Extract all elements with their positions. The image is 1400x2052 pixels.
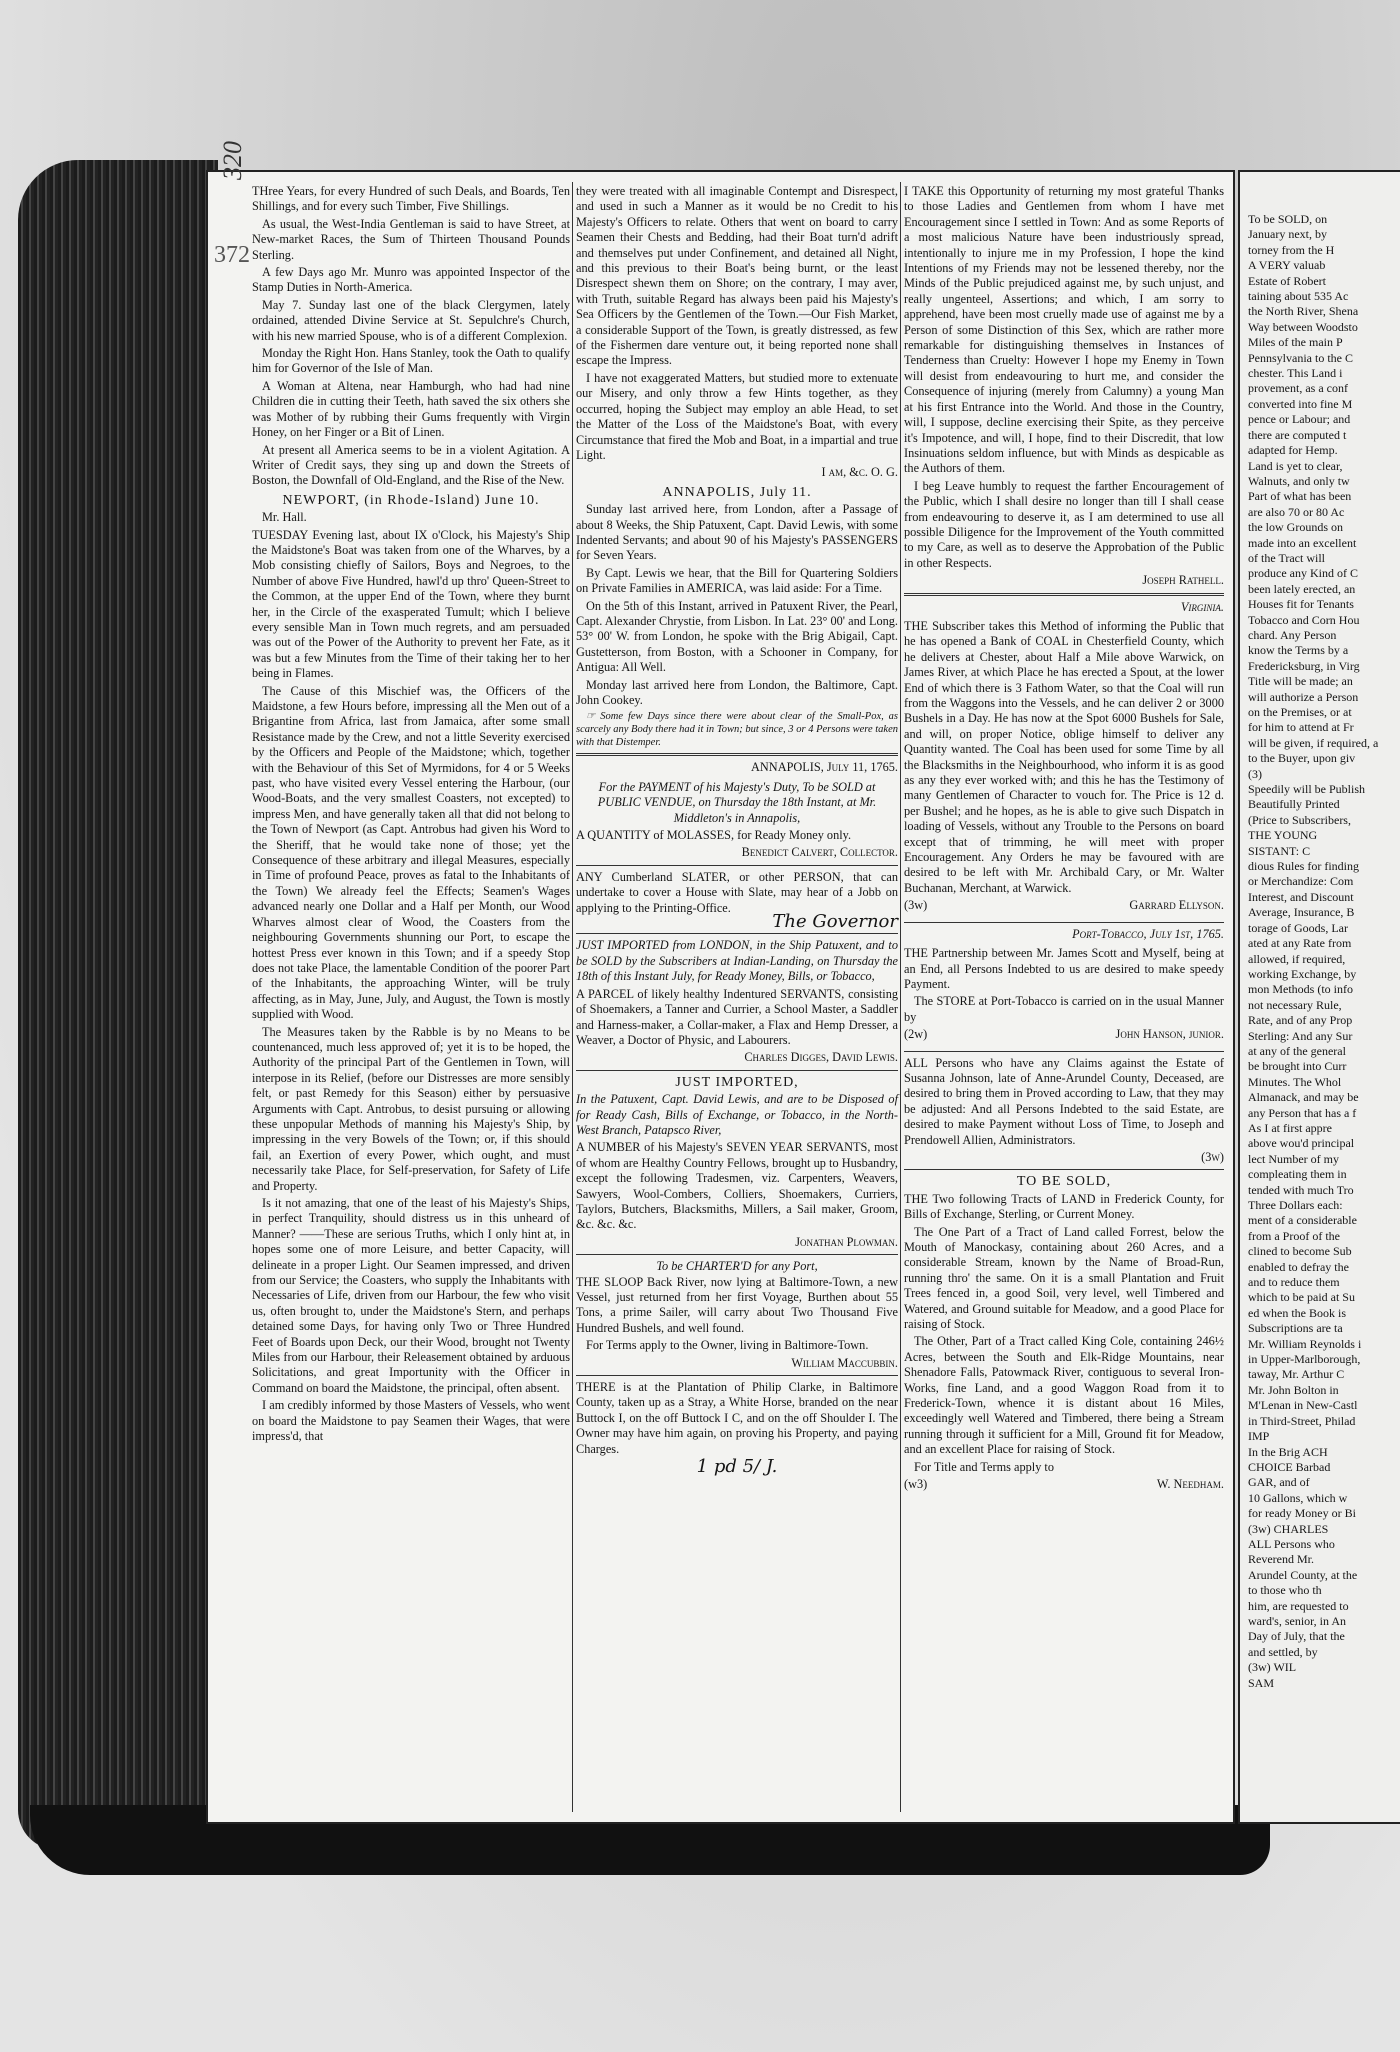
news-paragraph: At present all America seems to be in a violent Agitation. A Writer of Credit says, they sing up and down the Streets of Boston, the Downfall of Old-England, and the Rise of the New. xyxy=(252,442,570,488)
ad-mark: (3w) xyxy=(904,898,928,913)
cropped-line: Miles of the main P xyxy=(1248,335,1343,350)
news-paragraph: A Woman at Altena, near Hamburgh, who had had nine Children die in cutting their Teeth, hath saved the six others she was Mother of by rubbing their Gums frequently with Virgin Honey, on her Finger or a Bit of Linen. xyxy=(252,378,570,440)
news-paragraph: Monday the Right Hon. Hans Stanley, took the Oath to qualify him for Governor of the Isle of Man. xyxy=(252,346,570,376)
cropped-line: Mr. William Reynolds i xyxy=(1248,1336,1362,1351)
news-paragraph: Monday last arrived here from London, the Baltimore, Capt. John Cookey. xyxy=(576,677,898,707)
cropped-line: there are computed t xyxy=(1248,427,1347,442)
cropped-line: compleating them in xyxy=(1248,1167,1347,1182)
cropped-line: To be SOLD, on xyxy=(1248,212,1328,226)
news-paragraph: On the 5th of this Instant, arrived in Patuxent River, the Pearl, Capt. Alexander Chrystie, from Lisbon. In Lat. 23° 00' and Long. 53° 00' W. from London, he spoke with the Brig Abigail, Capt. Gustetterson, from Boston, with a Schooner in Company, for Antigua: All Well. xyxy=(576,598,898,675)
ad-intro: For the PAYMENT of his Majesty's Duty, To be SOLD at PUBLIC VENDUE, on Thursday the 18th Instant, at Mr. Middleton's in Annapolis, xyxy=(597,779,877,825)
ad-signature: Charles Digges, David Lewis. xyxy=(744,1050,898,1065)
cropped-line: and to reduce them xyxy=(1248,1275,1340,1290)
cropped-line: Sterling: And any Sur xyxy=(1248,1028,1353,1043)
divider xyxy=(904,1051,1224,1052)
news-paragraph: As usual, the West-India Gentleman is said to have Street, at New-market Races, the Sum of Thirteen Thousand Pounds Sterling. xyxy=(252,216,570,262)
news-paragraph: Sunday last arrived here, from London, after a Passage of about 8 Weeks, the Ship Patuxent, Capt. David Lewis, with some Indented Servants; and about 90 of his Majesty's PASSENGERS for Seven Years. xyxy=(576,502,898,563)
cropped-line: Way between Woodsto xyxy=(1248,319,1358,334)
news-paragraph: May 7. Sunday last one of the black Clergymen, lately ordained, attended Divine Service at St. Sepulchre's Church, with his new married Spouse, who is of a different Complexion. xyxy=(252,297,570,343)
cropped-line: chard. Any Person xyxy=(1248,627,1337,642)
ad-claims: ALL Persons who have any Claims against the Estate of Susanna Johnson, late of Anne-Arundel County, Deceased, are desired to bring them in Proved according to Law, that they may be adjusted: And all Persons Indebted to the said Estate, are desired to make Payment without Loss of Time, to Joseph and Prendowell Allien, Administrators. xyxy=(904,1055,1224,1147)
cropped-line: mon Methods (to info xyxy=(1248,982,1353,997)
ad-signature: Joseph Rathell. xyxy=(1142,573,1224,588)
news-paragraph: I am credibly informed by those Masters of Vessels, who went on board the Maidstone to pay Seamen their Wages, that were impress'd, that xyxy=(252,1398,570,1444)
ad-signature: Garrard Ellyson. xyxy=(1129,898,1224,913)
cropped-line: THE YOUNG xyxy=(1248,828,1318,843)
cropped-line: on the Premises, or at xyxy=(1248,705,1352,719)
dateline-annapolis: ANNAPOLIS, July 11. xyxy=(662,484,812,500)
ad-land-terms: For Title and Terms apply to xyxy=(914,1459,1054,1474)
cropped-line: will authorize a Person xyxy=(1248,689,1359,704)
cropped-line: know the Terms by a xyxy=(1248,643,1349,658)
ad-signature: William Maccubbin. xyxy=(791,1355,898,1370)
cropped-line: to those who th xyxy=(1248,1583,1322,1598)
cropped-line: Estate of Robert xyxy=(1248,273,1326,288)
book-page-edges xyxy=(18,160,218,1850)
ad-date: ANNAPOLIS, July 11, 1765. xyxy=(751,760,898,775)
column-2 xyxy=(576,184,898,1478)
cropped-line: enabled to defray the xyxy=(1248,1259,1349,1274)
ad-signature: Benedict Calvert, Collector. xyxy=(741,845,898,860)
ad-partnership: THE Partnership between Mr. James Scott and Myself, being at an End, all Persons Indebted to us are desired to make speedy Payment. xyxy=(904,946,1224,991)
cropped-line: (3w) CHARLES xyxy=(1248,1521,1329,1536)
ad-heading: JUST IMPORTED from LONDON, in the Ship Patuxent, and to be SOLD by the Subscribers at Indian-Landing, on Thursday the 18th of this Instant July, for Ready Money, Bills, or Tobacco, xyxy=(576,938,898,984)
cropped-line: 10 Gallons, which w xyxy=(1248,1490,1348,1505)
ad-dateline: Virginia. xyxy=(1180,599,1224,614)
news-paragraph: The Measures taken by the Rabble is by no Means to be countenanced, much less approved of; yet it is to be hoped, the Authority of the principal Part of the Gentlemen in Town, will interpose in its Relief, (before our Distresses are more sensibly felt, or past Remedy for this Season) either by persuasive Arguments with Capt. Antrobus, to desist pursuing or allowing these unpopular Methods of manning his Majesty's Ship, by impressing in the very Bowels of the Town; or, if this should fail, an Exertion of every Power, which ought, and must necessarily take Place, for Self-preservation, for Safety of Life and Property. xyxy=(252,1024,570,1193)
divider xyxy=(904,922,1224,923)
cropped-line: allowed, if required, xyxy=(1248,951,1346,966)
page-number-handwritten: 320 xyxy=(218,141,247,180)
cropped-line: chester. This Land i xyxy=(1248,366,1343,381)
news-paragraph: I beg Leave humbly to request the farther Encouragement of the Public, which I shall desire no longer than till I shall cease from endeavouring to deserve it, as I am determined to use all possible Diligence for the Improvement of the Youth committed to my Care, as well as to deserve the Approbation of the Public in other Respects. xyxy=(904,478,1224,570)
page-number: 372 xyxy=(214,242,250,268)
ad-intro: In the Patuxent, Capt. David Lewis, and are to be Disposed of for Ready Cash, Bills of Exchange, or Tobacco, in the North-West Branch, Patapsco River, xyxy=(576,1092,898,1137)
cropped-line: dious Rules for finding xyxy=(1248,859,1359,874)
news-paragraph: I have not exaggerated Matters, but studied more to extenuate our Misery, and only throw a few Hints together, as they occurred, hoping the Subject may employ an able Head, to set the Matter of the Loss of the Maidstone's Boat, with every Circumstance that fired the Mob and Boat, in a impartial and true Light. xyxy=(576,370,898,462)
cropped-line: Day of July, that the xyxy=(1248,1629,1345,1644)
ad-dateline: Port-Tobacco, July 1st, 1765. xyxy=(1072,926,1224,941)
handwritten-note: The Governor xyxy=(772,911,898,933)
ad-mark: (2w) xyxy=(904,1027,928,1042)
cropped-line: or Merchandize: Com xyxy=(1248,874,1354,889)
ad-store: The STORE at Port-Tobacco is carried on in the usual Manner by xyxy=(904,994,1224,1024)
cropped-line: M'Lenan in New-Castl xyxy=(1248,1398,1358,1413)
cropped-line: ward's, senior, in An xyxy=(1248,1613,1347,1628)
cropped-line: adapted for Hemp. xyxy=(1248,443,1338,458)
cropped-line: working Exchange, by xyxy=(1248,966,1357,981)
cropped-line: the North River, Shena xyxy=(1248,304,1359,319)
cropped-line: Houses fit for Tenants xyxy=(1248,597,1354,612)
cropped-line: (3) xyxy=(1248,766,1262,781)
divider xyxy=(576,1254,898,1255)
cropped-line: IMP xyxy=(1248,1429,1270,1444)
cropped-line: of the Tract will xyxy=(1248,550,1325,565)
ad-sloop-terms: For Terms apply to the Owner, living in Baltimore-Town. xyxy=(586,1338,869,1353)
cropped-line: not necessary Rule, xyxy=(1248,997,1342,1012)
cropped-line: from a Proof of the xyxy=(1248,1228,1340,1243)
column-4-cropped xyxy=(1248,212,1398,1691)
cropped-line: tended with much Tro xyxy=(1248,1182,1354,1197)
ad-sloop: THE SLOOP Back River, now lying at Baltimore-Town, a new Vessel, just returned from her first Voyage, Burthen about 55 Tons, a prime Sailer, will carry about Two Thousand Five Hundred Bushels, and well found. xyxy=(576,1274,898,1335)
ad-mark: (w3) xyxy=(904,1477,928,1492)
divider xyxy=(576,1070,898,1071)
cropped-line: produce any Kind of C xyxy=(1248,566,1358,581)
news-paragraph: TUESDAY Evening last, about IX o'Clock, his Majesty's Ship the Maidstone's Boat was taken from one of the Wharves, by a Mob consisting chiefly of Sailors, Boys and Negroes, to the Number of above Five Hundred, hawl'd up thro' Queen-Street to the Common, at the upper End of the Town, where they burnt her, in the Circle of the exasperated Tumult; which I believe every sensible Man in Town much regrets, and am persuaded was out of the Power of the Authority to prevent her Fate, as it was but a few Minutes from the Time of their taking her to her being in Flames. xyxy=(252,527,570,681)
cropped-line: CHOICE Barbad xyxy=(1248,1459,1331,1474)
cropped-line: be brought into Curr xyxy=(1248,1059,1347,1074)
cropped-line: Almanack, and may be xyxy=(1248,1090,1359,1105)
cropped-line: Rate, and of any Prop xyxy=(1248,1013,1353,1028)
cropped-line: to the Buyer, upon giv xyxy=(1248,751,1356,766)
ad-signature: Jonathan Plowman. xyxy=(795,1234,898,1249)
cropped-line: ated at any Rate from xyxy=(1248,936,1352,951)
cropped-line: January next, by xyxy=(1248,227,1327,242)
divider xyxy=(904,593,1224,596)
cropped-line: ALL Persons who xyxy=(1248,1536,1335,1551)
letter-signature: I am, &c. O. G. xyxy=(821,465,898,480)
cropped-line: been lately erected, an xyxy=(1248,581,1356,596)
cropped-line: Reverend Mr. xyxy=(1248,1552,1314,1567)
cropped-line: converted into fine M xyxy=(1248,396,1353,411)
dateline-newport: NEWPORT, (in Rhode-Island) June 10. xyxy=(282,492,540,508)
cropped-line: Subscriptions are ta xyxy=(1248,1321,1343,1336)
divider xyxy=(904,1169,1224,1170)
cropped-line: above wou'd principal xyxy=(1248,1136,1355,1151)
cropped-line: provement, as a conf xyxy=(1248,381,1348,396)
ad-molasses: A QUANTITY of MOLASSES, for Ready Money only. xyxy=(576,828,852,843)
handwritten-note: 1 pd 5/ J. xyxy=(696,1456,778,1478)
ad-heading: TO BE SOLD, xyxy=(1016,1174,1112,1190)
newspaper-page xyxy=(208,141,1233,1822)
cropped-line: taway, Mr. Arthur C xyxy=(1248,1367,1345,1382)
column-3 xyxy=(904,184,1224,1497)
divider xyxy=(576,865,898,866)
divider xyxy=(576,753,898,756)
cropped-line: Speedily will be Publish xyxy=(1248,782,1365,797)
ad-heading: JUST IMPORTED, xyxy=(675,1074,799,1090)
cropped-line: Minutes. The Whol xyxy=(1248,1074,1342,1089)
cropped-line: Three Dollars each: xyxy=(1248,1198,1343,1212)
cropped-line: SISTANT: C xyxy=(1248,843,1311,858)
ad-heading: To be CHARTER'D for any Port, xyxy=(656,1259,818,1274)
ad-land-tract: The Other, Part of a Tract called King Cole, containing 246½ Acres, between the South and Elk-Ridge Mountains, near Shenadore Falls, Patowmack River, contiguous to several Iron-Works, fine Land, and a good Waggon Road from it to Frederick-Town, whence it is distant about 16 Miles, exceedingly well Watered and Timbered, there being a Stream running through it sufficient for a Mill, Ground fit for Meadow, and an excellent Place for raising of Stock. xyxy=(904,1334,1224,1457)
cropped-line: Pennsylvania to the C xyxy=(1248,350,1353,365)
ad-signature: John Hanson, junior. xyxy=(1115,1027,1224,1042)
cropped-line: Arundel County, at the xyxy=(1248,1567,1358,1582)
cropped-line: Beautifully Printed xyxy=(1248,797,1340,812)
cropped-line: in Third-Street, Philad xyxy=(1248,1413,1356,1428)
ad-servants: A PARCEL of likely healthy Indentured SERVANTS, consisting of Shoemakers, a Tanner and Currier, a School Master, a Saddler and Harness-maker, a Collar-maker, a Flax and Hemp Dresser, a Weaver, a Doctor of Physic, and Labourers. xyxy=(576,986,898,1047)
cropped-line: will be given, if required, a xyxy=(1248,735,1379,750)
column-1 xyxy=(252,184,570,1447)
cropped-line: and settled, by xyxy=(1248,1644,1318,1659)
cropped-line: are also 70 or 80 Ac xyxy=(1248,504,1345,519)
ad-mark: (3w) xyxy=(1201,1149,1224,1164)
ad-slater: ANY Cumberland SLATER, or other PERSON, that can undertake to cover a House with Slate, may hear of a Jobb on applying to the Printing-Office. xyxy=(576,869,898,915)
ad-coal: THE Subscriber takes this Method of informing the Public that he has opened a Bank of COAL in Chesterfield County, which he delivers at Chester, about Half a Mile above Warwick, on James River, at which Place he has erected a Spout, at the lower End of which there is 3 Fathom Water, so that the Coal will run from the Waggons into the Vessels, and he can deliver 2 or 3000 Bushels in a Day. He has now at the Spot 6000 Bushels for Sale, and will, on proper Notice, oblige himself to deliver any Quantity wanted. The Coal has been used for some Time by all the Blacksmiths in the Neighbourhood, who inform it is as good as any they ever worked with; and this he has the Testimony of many Gentlemen of Character to vouch for. The Price is 12 d. per Bushel; and he hopes, as he is able to give such Dispatch in loading of Vessels, without any Trouble to the Persons on board except that of trimming, he will meet with proper Encouragement. Any Orders he may be favoured with are desired to be left with Mr. Archibald Cary, or Mr. Walter Buchanan, Merchant, at Warwick. xyxy=(904,618,1224,895)
cropped-line: which to be paid at Su xyxy=(1248,1290,1355,1305)
cropped-line: (3w) WIL xyxy=(1248,1660,1297,1675)
ad-signature: W. Needham. xyxy=(1156,1477,1224,1492)
news-paragraph: they were treated with all imaginable Contempt and Disrespect, and used in such a Manner as it would be no Credit to his Majesty's Officers to relate. Others that went on board to carry Seamen their Chests and Bedding, had their Boat turn'd adrift and themselves put under Confinement, and detained all Night, and this previous to their Boat's being burnt, or the least Disrespect shewn them on Shore; on the contrary, I may aver, with Truth, suitable Regard has always been paid his Majesty's Sea Officers by the Gentlemen of the Town.—Our Fish Market, a considerable Support of the Town, is greatly distressed, as few of the Fishermen dare venture out, it being reported none shall escape the Impress. xyxy=(576,184,898,368)
cropped-line: the low Grounds on xyxy=(1248,520,1343,535)
cropped-line: As I at first appre xyxy=(1248,1120,1332,1135)
cropped-line: clined to become Sub xyxy=(1248,1244,1352,1259)
cropped-line: Tobacco and Corn Hou xyxy=(1248,612,1360,627)
news-note: ☞ Some few Days since there were about clear of the Small-Pox, as scarcely any Body there had it in Town; but since, 3 or 4 Persons were taken with that Distemper. xyxy=(576,711,898,749)
cropped-line: torage of Goods, Lar xyxy=(1248,920,1348,935)
cropped-line: torney from the H xyxy=(1248,242,1335,257)
ad-land-tract: The One Part of a Tract of Land called Forrest, below the Mouth of Manockasy, containing about 260 Acres, and a considerable Stream, known by the Name of Broad-Run, running thro' the same. On it is a small Plantation and Fruit Trees fenced in, a good Soil, very level, well Timbered and Watered, and Ground suitable for Meadow, and a good Place for raising of Stock. xyxy=(904,1224,1224,1332)
cropped-line: A VERY valuab xyxy=(1248,258,1326,273)
cropped-line: Interest, and Discount xyxy=(1248,889,1354,904)
cropped-line: Fredericksburg, in Virg xyxy=(1248,658,1360,673)
divider xyxy=(576,1375,898,1376)
news-paragraph: Is it not amazing, that one of the least of his Majesty's Ships, in perfect Tranquility, should distress us in this unheard of Manner? ——These are serious Truths, which I only hint at, in hopes some one of more Leisure, and better Capacity, will delineate in a proper Light. Our Seamen impressed, and driven from our Service; the Coasters, who supply the Inhabitants with Necessaries of Life, driven from our Harbour, the few who visit us, often brought to, under the Maidstone's Stern, and perhaps detained some Days, for having only Two or Three Hundred Feet of Boards upon Deck, our their Wood, brought not Twenty Miles from our Harbour, their Releasement obtained by arduous Solicitations, and great Importunity with the Officer in Command on board the Maidstone, the principal, often absent. xyxy=(252,1196,570,1395)
cropped-line: any Person that has a f xyxy=(1248,1105,1357,1120)
cropped-line: lect Number of my xyxy=(1248,1151,1339,1166)
news-paragraph: A few Days ago Mr. Munro was appointed Inspector of the Stamp Duties in North-America. xyxy=(252,265,570,295)
cropped-line: SAM xyxy=(1248,1675,1275,1690)
cropped-line: at any of the general xyxy=(1248,1043,1346,1058)
cropped-line: Mr. John Bolton in xyxy=(1248,1382,1339,1397)
cropped-line: Average, Insurance, B xyxy=(1248,905,1355,920)
divider xyxy=(576,933,898,934)
cropped-line: for ready Money or Bi xyxy=(1248,1506,1356,1521)
news-paragraph: By Capt. Lewis we hear, that the Bill for Quartering Soldiers on Private Families in AMERICA, was laid aside: For a Time. xyxy=(576,565,898,596)
news-paragraph: I TAKE this Opportunity of returning my most grateful Thanks to those Ladies and Gentlemen from whom I have met Encouragement since I settled in Town: And as some Reports of a most malicious Nature have been industriously spread, intentionally to injure me in my Profession, I hope the kind Intentions of my Friends may not be lessened thereby, nor the Minds of the Public prejudiced against me, by such unjust, and really ungenteel, Assertions; and which, I am sorry to apprehend, have been most cruelly made use of against me by a Person of some Distinction of this Sex, which are rather more remarkable for distinguishing themselves in Instances of Tenderness than Cruelty: However I hope my Enemy in Town will desist from endeavouring to hurt me, and consider the Consequence of injuring (merely from Calumny) a young Man at his first Entrance into the World. And those in the Country, will, I suppose, decline exercising their Spite, as they perceive it's Impotence, and will, I hope, find to their Discredit, that low Insinuations seldom influence, but with Minds as despicable as the Authors of them. xyxy=(904,184,1224,476)
cropped-line: for him to attend at Fr xyxy=(1248,720,1354,735)
cropped-line: pence or Labour; and xyxy=(1248,412,1351,427)
cropped-line: Walnuts, and only tw xyxy=(1248,473,1350,488)
addressee: Mr. Hall. xyxy=(262,510,307,525)
column-rule xyxy=(900,182,901,1812)
cropped-line: ment of a considerable xyxy=(1248,1213,1357,1228)
cropped-line: In the Brig ACH xyxy=(1248,1444,1328,1459)
cropped-line: Part of what has been xyxy=(1248,489,1352,504)
column-rule xyxy=(572,182,573,1812)
cropped-line: Title will be made; an xyxy=(1248,674,1353,689)
cropped-line: Land is yet to clear, xyxy=(1248,458,1343,473)
ad-imported-servants: A NUMBER of his Majesty's SEVEN YEAR SERVANTS, most of whom are Healthy Country Fellows, brought up to Husbandry, except the following Tradesmen, viz. Carpenters, Weavers, Sawyers, Wool-Combers, Colliers, Shoemakers, Curriers, Taylors, Butchers, Blacksmiths, Millers, a Sail maker, Groom, &c. &c. &c. xyxy=(576,1140,898,1232)
ad-land: THE Two following Tracts of LAND in Frederick County, for Bills of Exchange, Sterling, or Current Money. xyxy=(904,1191,1224,1222)
cropped-line: made into an excellent xyxy=(1248,535,1357,550)
cropped-line: taining about 535 Ac xyxy=(1248,289,1349,304)
cropped-line: ed when the Book is xyxy=(1248,1305,1346,1320)
facing-page xyxy=(1240,172,1400,1822)
news-paragraph: THree Years, for every Hundred of such Deals, and Boards, Ten Shillings, and for every such Timber, Five Shillings. xyxy=(252,184,570,214)
news-paragraph: The Cause of this Mischief was, the Officers of the Maidstone, a few Hours before, impressing all the Men out of a Brigantine from Africa, last from Jamaica, after some small Resistance made by the Crew, and not a little Severity exercised by the Officers and People of the Maidstone; which, together with the Behaviour of this Set of Myrmidons, for 4 or 5 Weeks past, who have visited every Vessel entering the Harbour, (our Wood-Boats, and the very smallest Coasters, not excepted) to impress Men, and have generally taken all that did not belong to the Town of Newport (as Capt. Antrobus had given his Word to the Sheriff, that he would take none of those; yet the Consequence of these arbitrary and illegal Measures, especially in Time of profound Peace, proves as fatal to the Inhabitants of the Town) We already feel the Effects; Seamen's Wages advanced nearly one Dollar and a Half per Month, our Wood Wharves almost clear of Wood, the Coasters from the neighbouring Governments shunning our Port, to escape the hottest Press ever known in this Town; and if a speedy Stop does not take Place, the lamentable Condition of the poorer Part of the Inhabitants, the approaching Winter, will be truly affecting, as in May, June, July, and August, the Town is mostly supplied with Wood. xyxy=(252,683,570,1022)
ad-stray-horse: THERE is at the Plantation of Philip Clarke, in Baltimore County, taken up as a Stray, a White Horse, branded on the near Buttock I, on the off Buttock I C, and on the off Shoulder I. The Owner may have him again, on proving his Property, and paying Charges. xyxy=(576,1380,898,1456)
cropped-line: in Upper-Marlborough, xyxy=(1248,1352,1361,1367)
cropped-line: him, are requested to xyxy=(1248,1598,1349,1613)
cropped-line: GAR, and of xyxy=(1248,1475,1310,1490)
cropped-line: (Price to Subscribers, xyxy=(1248,812,1351,827)
